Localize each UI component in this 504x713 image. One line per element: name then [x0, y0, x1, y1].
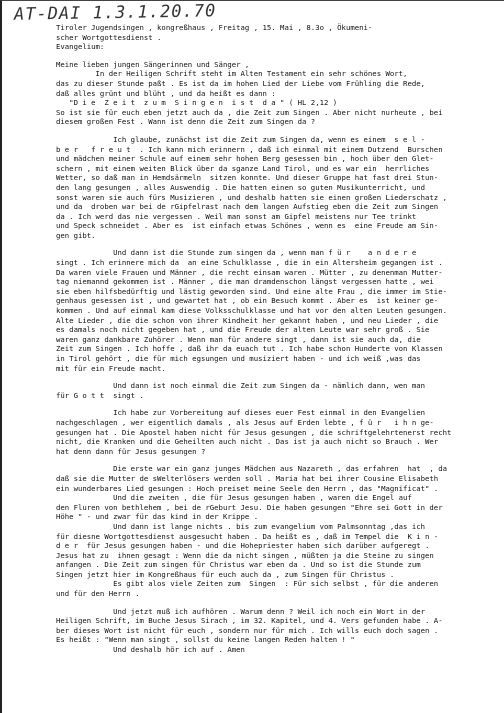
paragraph-gap [56, 52, 496, 60]
text-line: genhaus gesessen ist , und gewartet hat , ob ein Besuch kommt . Aber es ist keiner ge- [56, 296, 439, 306]
text-line: den lang gesungen , alles Auswendig . Die hatten einen so guten Musikunterricht, und [56, 182, 426, 192]
text-line: tag niemannd gekommen ist . Männer , die man dramdenschon längst vergessen hatte , wei [56, 277, 434, 287]
text-line: mit für ein Freude macht. [56, 363, 166, 373]
text-line: Es heißt : "Wenn man singt , sollst du keine langen Reden halten ! " [56, 635, 355, 645]
text-line: Jesus hat zu ihnen gesagt : Wenn die da nicht singen , müßten ja die Steine zu singen [56, 550, 434, 560]
text-line: Ich glaube, zunächst ist die Zeit zum Singen da, wenn es einem s e l - [56, 134, 426, 144]
paragraph [56, 135, 496, 241]
paragraph-gap [56, 599, 496, 607]
document-header [56, 23, 496, 52]
text-line: gesungen hat . Die Apostel haben nicht für Jesus gesungen , die schriftgelehrtenerst recht [56, 427, 452, 437]
text-line: In der Heiligen Schrift steht im Alten Testament ein sehr schönes Wort, [56, 69, 408, 79]
text-line: So ist sie für euch eben jetzt auch da , die Zeit zum Singen . Aber nicht nurheute , bei [56, 107, 443, 117]
text-line: Wetter, so daß man in Hemdsärmeln sitzen konnte. Und dieser Gruppe hat fast drei Stun- [56, 173, 439, 183]
text-line: und Speck schneidet . Aber es ist einfach etwas Schönes , wenn es eine Freude am Sin- [56, 221, 439, 231]
paragraph-gap [56, 400, 496, 408]
text-line: kommen . Und auf einmal kam diese Volksschulklasse und hat vor den alten Leuten gesungen. [56, 306, 447, 316]
paragraph [56, 408, 496, 456]
text-line: Die erste war ein ganz junges Mädchen aus Nazareth , das erfahren hat , da [56, 464, 447, 474]
text-line: Da waren viele Frauen und Männer , die recht einsam waren . Mütter , zu denenman Mutter- [56, 267, 443, 277]
text-line: nachgeschlagen , wer eigentlich damals , als Jesus auf Erden lebte , f ü r i h n ge- [56, 417, 434, 427]
header-line: Evangelium: [56, 42, 105, 52]
text-line: sie eben hilfsbedürftig und lästig geworden sind. Und eine alte Frau , die immer im Stie- [56, 286, 447, 296]
text-line: Alte Lieder , die die schon von ihrer Kindheit her gekannt haben , und neu Lieder , die [56, 315, 439, 325]
paragraph-gap [56, 373, 496, 381]
text-line: Und dann ist lange nichts . bis zum evangelium vom Palmsonntag ,das ich [56, 521, 426, 531]
text-line: anfangen . Die Zeit zum singen für Christus war eben da . Und so ist die Stunde zum [56, 560, 421, 570]
text-line: und mädchen meiner Schule auf einem sehr hohen Berg gesessen bin , hoch über den Glet- [56, 154, 434, 164]
paragraph [56, 464, 496, 598]
paragraph-gap [56, 456, 496, 464]
text-line: ber dieses Wort ist nicht für euch , sondern nur für mich . Ich wills euch doch sagen . [56, 625, 439, 635]
text-line: gen gibt. [56, 230, 96, 240]
text-line: Und jetzt muß ich aufhören . Warum denn ? Weil ich noch ein Wort in der [56, 606, 426, 616]
paragraph [56, 248, 496, 373]
text-line: waren ganz dankbare Zuhörer . Wenn man für andere singt , dann ist sie auch da, die [56, 334, 421, 344]
text-line: Höhe " - und zwar für das kind in der Krippe . [56, 512, 259, 522]
text-line: singt . Ich erinnere mich da an eine Schulklasse , die in ein Altersheim gegangen ist . [56, 258, 443, 268]
text-line: daß sie die Mutter de sWelterlösers werden soll . Maria hat bei ihrer Cousine Elisabeth [56, 473, 439, 483]
text-line: das zu dieser Stunde paßt . Es ist da im hohen Lied der Liebe vom Frühling die Rede, [56, 78, 426, 88]
document-body [56, 23, 496, 655]
text-line: für diesne Wortgottesdienst ausgesucht haben . Da heißt es , daß im Tempel die K i n - [56, 531, 439, 541]
paragraph [56, 607, 496, 655]
text-line: ein wunderbares Lied gesungen : Hoch preiset meine Seele den Herrn , das "Magnificat" . [56, 483, 439, 493]
text-line: in Tirol gehört , die für mich egsungen und musiziert haben - und ich weiß ,was das [56, 354, 421, 363]
text-line: "D i e Z e i t z u m S i n g e n i s t d a " ( HL 2,12 ) [56, 98, 338, 108]
paragraph [56, 381, 496, 400]
text-line: den Fluren von bethlehem , bei de rGeburt Jesu. Die haben gesungen "Ehre sei Gott in der [56, 502, 443, 512]
text-line: nicht, die Kranken und die Geheilten auch nicht . Das ist ja auch nicht so Brauch . Wer [56, 437, 439, 447]
text-line: sonst waren sie auch fürs Musizieren , und deshalb hatten sie einen großen Liederschatz , [56, 192, 447, 202]
text-line: Und dann ist noch einmal die Zeit zum Singen da - nämlich dann, wen man [56, 381, 426, 391]
text-line: schern , mit einem weiten Blick über da sganze Land Tirol, und es war ein herrliches [56, 163, 430, 173]
text-line: Zeit zum Singen . Ich hoffe , daß ihr da euach tut . Ich habe schon Hunderte von Klassen [56, 344, 443, 354]
text-line: Singen jetzt hier im Kongreßhaus für euch auch da , zum Singen für Christus . [56, 569, 395, 579]
paragraph-gap [56, 127, 496, 135]
text-line: b e r f r e u t . Ich kann mich erinnern , daß ich einmal mit einem Dutzend Burschen [56, 144, 443, 154]
text-line: Ich habe zur Vorbereitung auf dieses euer Fest einmal in den Evangelien [56, 408, 426, 418]
text-line: diesem großen Fest . Wann ist denn die Zeit zum Singen da ? [56, 117, 316, 127]
paragraph [56, 60, 496, 127]
text-line: Und die zweiten , die für Jesus gesungen haben , waren die Engel auf [56, 493, 412, 503]
text-line: Es gibt alos viele Zeiten zum Singen : Für sich selbst , für die anderen [56, 579, 439, 589]
text-line: daß alles grünt und blüht , und da heißt es dann : [56, 88, 276, 98]
text-line: Und dann ist die Stunde zum singen da , wenn man f ü r a n d e r e [56, 248, 417, 258]
text-line: und da droben war bei de rGipfelrast nach dem langen Aufstieg eben die Zeit zum Singen [56, 202, 439, 212]
header-line: scher Wortgottesdienst . [56, 32, 162, 42]
header-line: Tiroler Jugendsingen , kongreßhaus , Freitag , 15. Mai , 8.3o , Ökumeni- [56, 23, 373, 32]
text-line: es damals noch nicht gegeben hat , und die Freude der alten Leute war sehr groß . Sie [56, 325, 430, 335]
paragraph-gap [56, 240, 496, 248]
archive-signature-mark: AT-DAI 1.3.1.20.70 [13, 1, 217, 25]
text-line: Meine lieben jungen Sängerinnen und Sänger , [56, 59, 250, 69]
text-line: und für den Herrn . [56, 589, 140, 599]
text-line: da . Ich werd das nie vergessen . Weil man sonst am Gipfel meistens nur Tee trinkt [56, 211, 417, 221]
text-line: für G o t t singt . [56, 390, 144, 400]
text-line: Und deshalb hör ich auf . Amen [56, 645, 245, 655]
text-line: d e r für Jesus gesungen haben - und die Hohepriester haben sich darüber aufgeregt . [56, 541, 430, 551]
text-line: Heiligen Schrift, im Buche Jesus Sirach , im 32. Kapitel, und 4. Vers gefunden habe . A- [56, 616, 443, 626]
text-line: hat denn dann für Jesus gesungen ? [56, 446, 206, 456]
